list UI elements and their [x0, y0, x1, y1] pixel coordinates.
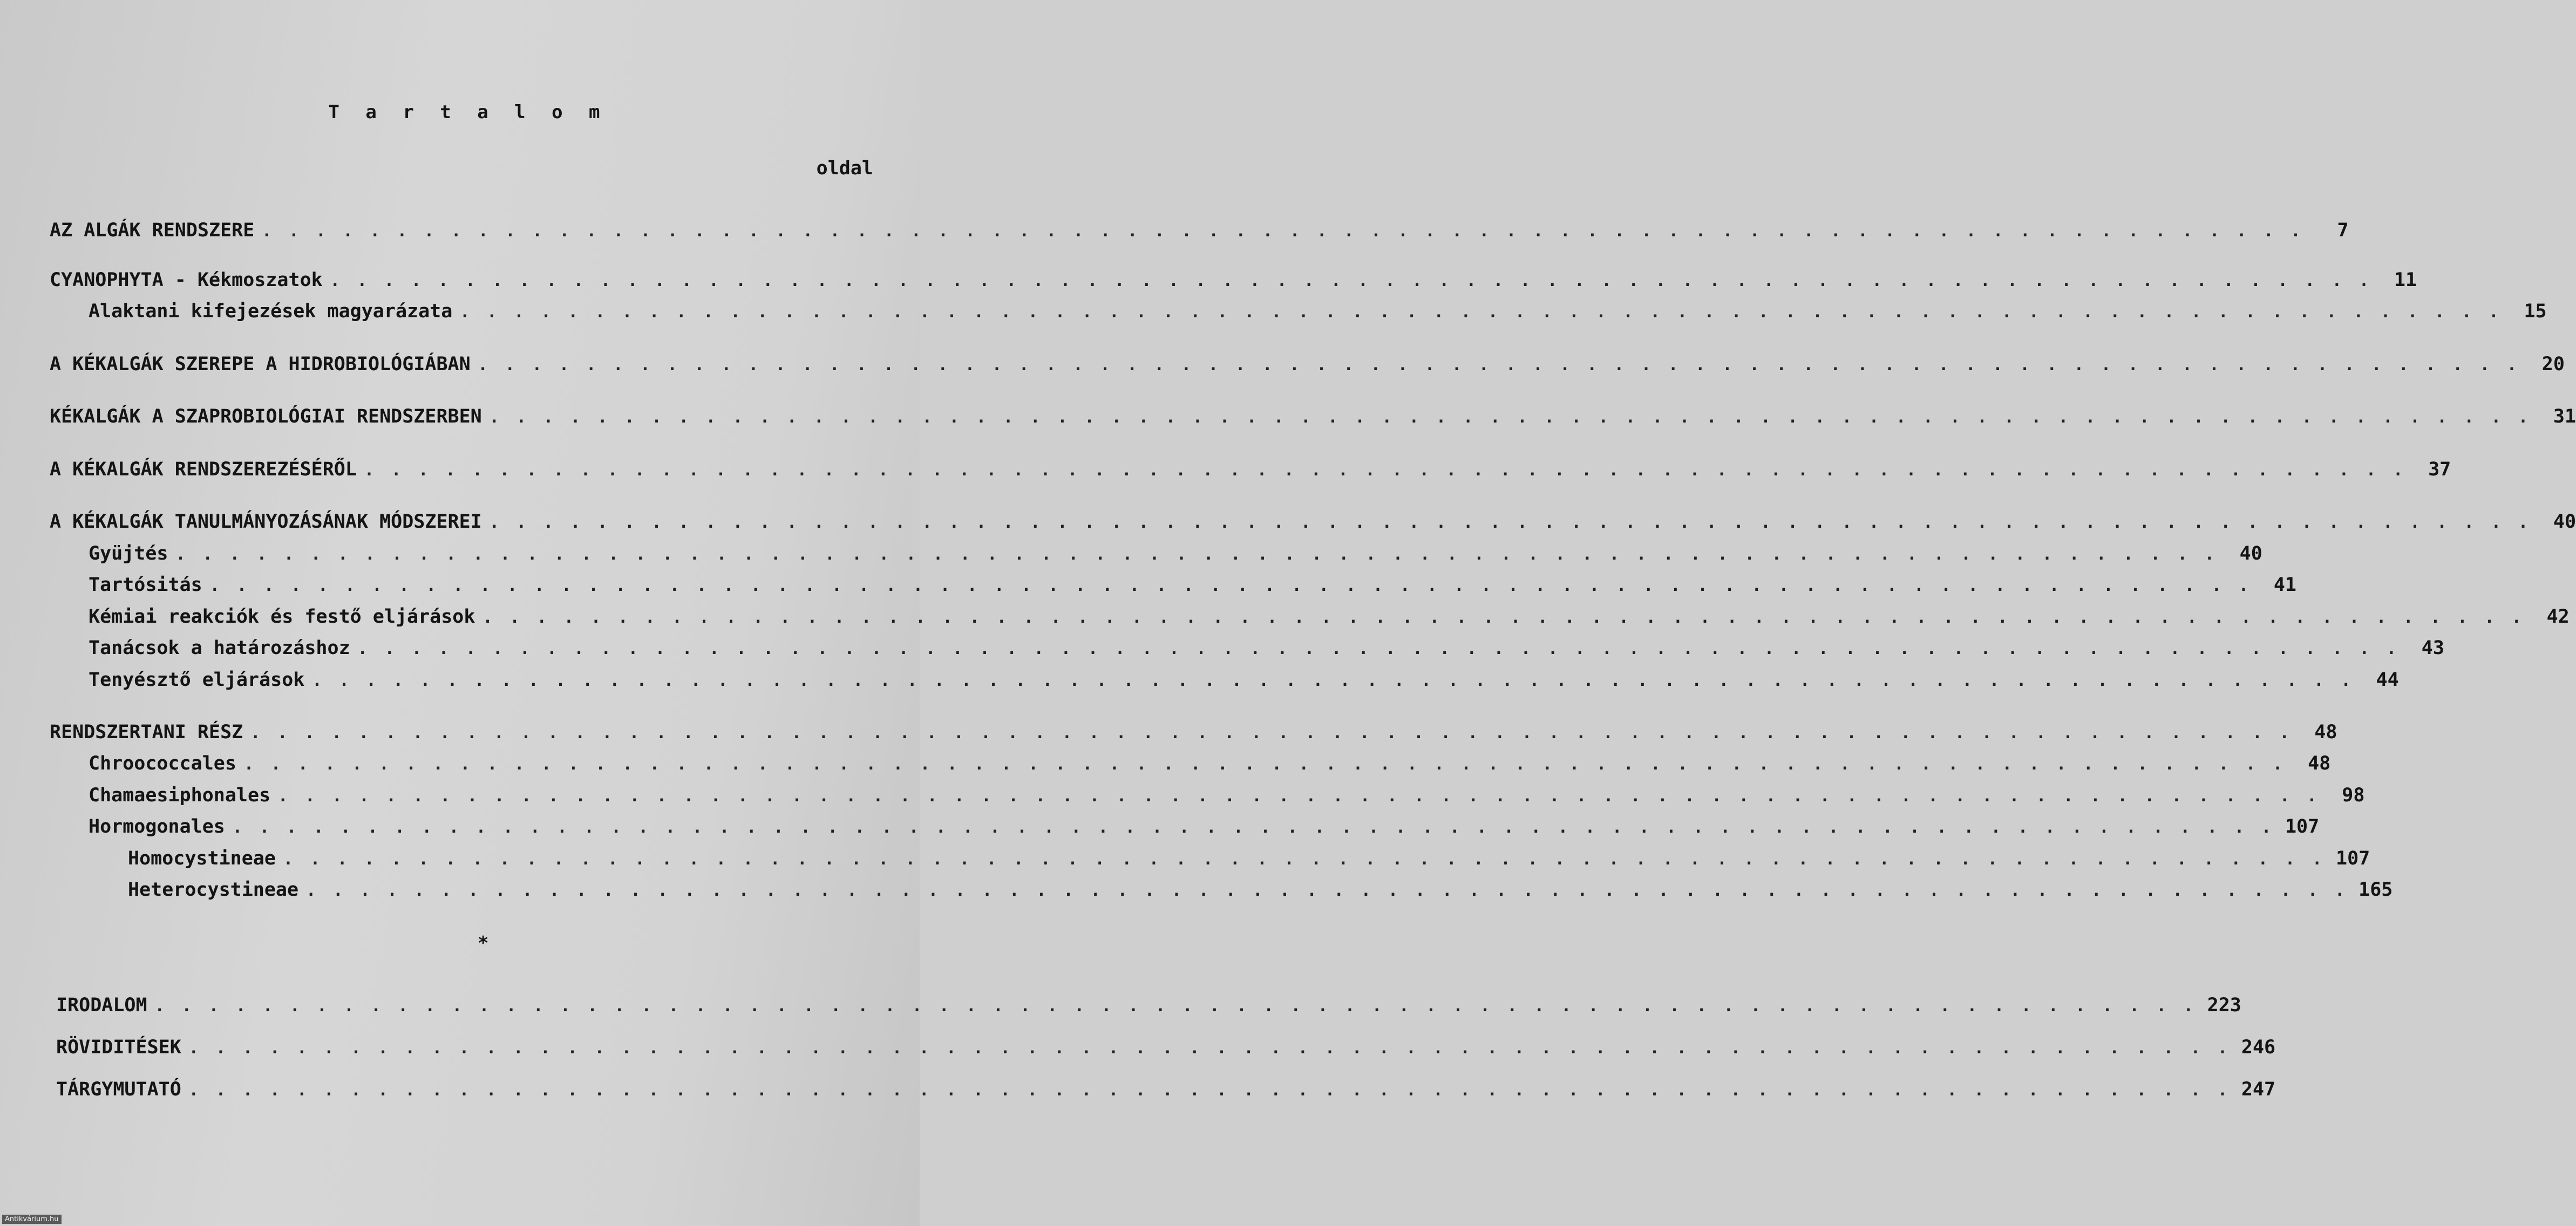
toc-leader-dots: . . . . . . . . . . . . . . . . . . . . . . . . . . . . . . . . . . . . . . . . . . . . . . . . . . . . . . . . . . . . . . . . . . . . . . . . . . . .: [232, 818, 2275, 837]
toc-entry-page: 43: [2421, 637, 2444, 659]
toc-entry-label: Kémiai reakciók és festő eljárások: [89, 606, 475, 628]
toc-entry: [50, 510, 2576, 535]
toc-entry-label: RENDSZERTANI RÉSZ: [50, 721, 243, 743]
toc-entry-page: 40: [2553, 511, 2576, 533]
toc-subentry: [89, 815, 2320, 840]
toc-entry: [56, 1036, 2276, 1060]
toc-entry-page: 247: [2241, 1079, 2276, 1100]
toc-entry-page: 40: [2239, 543, 2262, 564]
toc-subentry: [89, 784, 2365, 808]
toc-subentry: [89, 542, 2262, 567]
toc-entry-label: Tenyésztő eljárások: [89, 669, 305, 691]
toc-entry-label: Gyüjtés: [89, 543, 168, 564]
toc-entry-label: RÖVIDITÉSEK: [56, 1037, 181, 1058]
toc-entry-label: Chroococcales: [89, 753, 236, 774]
toc-subentry: [89, 299, 2547, 324]
toc-entry: [50, 268, 2417, 293]
toc-leader-dots: . . . . . . . . . . . . . . . . . . . . . . . . . . . . . . . . . . . . . . . . . . . . . . . . . . . . . . . . . . . . . . . . . . . . . . . . . . . .: [489, 513, 2532, 532]
toc-entry-page: 107: [2336, 848, 2370, 869]
section-separator-asterisk: *: [478, 932, 489, 954]
toc-entry-page: 31: [2553, 406, 2576, 427]
toc-entry-label: TÁRGYMUTATÓ: [56, 1079, 181, 1100]
toc-leader-dots: . . . . . . . . . . . . . . . . . . . . . . . . . . . . . . . . . . . . . . . . . . . . . . . . . . . . . . . . . . . . . . . . . . . . . . . . . . . .: [306, 881, 2349, 900]
toc-entry-label: AZ ALGÁK RENDSZERE: [50, 220, 255, 241]
toc-leader-dots: . . . . . . . . . . . . . . . . . . . . . . . . . . . . . . . . . . . . . . . . . . . . . . . . . . . . . . . . . . . . . . . . . . . . . . . . . . . .: [243, 755, 2287, 774]
toc-entry-page: 20: [2541, 353, 2565, 375]
toc-subentry: [89, 752, 2331, 777]
toc-entry-label: CYANOPHYTA - Kékmoszatok: [50, 269, 323, 291]
toc-entry-label: A KÉKALGÁK RENDSZEREZÉSÉRŐL: [50, 459, 357, 480]
toc-entry: [56, 993, 2241, 1018]
toc-entry-label: Homocystineae: [128, 848, 276, 869]
toc-leader-dots: . . . . . . . . . . . . . . . . . . . . . . . . . . . . . . . . . . . . . . . . . . . . . . . . . . . . . . . . . . . . . . . . . . . . . . . . . . . .: [330, 271, 2373, 290]
toc-leader-dots: . . . . . . . . . . . . . . . . . . . . . . . . . . . . . . . . . . . . . . . . . . . . . . . . . . . . . . . . . . . . . . . . . . . . . . . . . . . .: [278, 787, 2321, 806]
watermark: Antikvárium.hu: [2, 1215, 62, 1224]
toc-entry-label: Alaktani kifejezések magyarázata: [89, 301, 453, 322]
toc-entry: [50, 458, 2451, 482]
toc-entry-label: A KÉKALGÁK TANULMÁNYOZÁSÁNAK MÓDSZEREI: [50, 511, 482, 533]
page-column-header: oldal: [816, 158, 873, 179]
toc-entry-page: 223: [2207, 995, 2241, 1016]
toc-leader-dots: . . . . . . . . . . . . . . . . . . . . . . . . . . . . . . . . . . . . . . . . . . . . . . . . . . . . . . . . . . . . . . . . . . . . . . . . . . . .: [364, 461, 2407, 480]
toc-entry-label: KÉKALGÁK A SZAPROBIOLÓGIAI RENDSZERBEN: [50, 406, 482, 427]
toc-entry-page: 48: [2308, 753, 2331, 774]
toc-subentry: [89, 668, 2399, 693]
toc-leader-dots: . . . . . . . . . . . . . . . . . . . . . . . . . . . . . . . . . . . . . . . . . . . . . . . . . . . . . . . . . . . . . . . . . . . . . . . . . . . .: [478, 356, 2520, 374]
toc-entry-page: 165: [2358, 879, 2393, 901]
toc-entry-page: 246: [2241, 1037, 2276, 1058]
toc-subentry: [89, 605, 2570, 630]
toc-entry-label: Chamaesiphonales: [89, 785, 271, 806]
toc-entry: [50, 352, 2565, 377]
toc-leader-dots: . . . . . . . . . . . . . . . . . . . . . . . . . . . . . . . . . . . . . . . . . . . . . . . . . . . . . . . . . . . . . . . . . . . . . . . . . . . .: [188, 1039, 2232, 1058]
toc-leader-dots: . . . . . . . . . . . . . . . . . . . . . . . . . . . . . . . . . . . . . . . . . . . . . . . . . . . . . . . . . . . . . . . . . . . . . . . . . . . .: [154, 997, 2197, 1016]
toc-subsubentry: [128, 847, 2370, 871]
toc-entry: [56, 1078, 2276, 1102]
toc-entry-label: A KÉKALGÁK SZEREPE A HIDROBIOLÓGIÁBAN: [50, 353, 471, 375]
toc-leader-dots: . . . . . . . . . . . . . . . . . . . . . . . . . . . . . . . . . . . . . . . . . . . . . . . . . . . . . . . . . . . . . . . . . . . . . . . . . . . .: [357, 639, 2400, 658]
toc-leader-dots: . . . . . . . . . . . . . . . . . . . . . . . . . . . . . . . . . . . . . . . . . . . . . . . . . . . . . . . . . . . . . . . . . . . . . . . . . . . .: [312, 671, 2355, 690]
toc-entry-page: 37: [2428, 459, 2451, 480]
toc-entry-page: 44: [2376, 669, 2399, 691]
toc-leader-dots: . . . . . . . . . . . . . . . . . . . . . . . . . . . . . . . . . . . . . . . . . . . . . . . . . . . . . . . . . . . . . . . . . . . . . . . . . . . .: [283, 850, 2326, 869]
toc-entry-page: 107: [2285, 816, 2320, 837]
toc-entry-page: 11: [2394, 269, 2417, 291]
toc-entry-label: Heterocystineae: [128, 879, 299, 901]
toc-entry-page: 48: [2314, 721, 2337, 743]
toc-leader-dots: . . . . . . . . . . . . . . . . . . . . . . . . . . . . . . . . . . . . . . . . . . . . . . . . . . . . . . . . . . . . . . . . . . . . . . . . . . . .: [460, 303, 2503, 322]
toc-leader-dots: . . . . . . . . . . . . . . . . . . . . . . . . . . . . . . . . . . . . . . . . . . . . . . . . . . . . . . . . . . . . . . . . . . . . . . . . . . . .: [489, 408, 2532, 427]
toc-entry-label: Tartósitás: [89, 574, 202, 596]
toc-leader-dots: . . . . . . . . . . . . . . . . . . . . . . . . . . . . . . . . . . . . . . . . . . . . . . . . . . . . . . . . . . . . . . . . . . . . . . . . . . . .: [188, 1081, 2232, 1100]
toc-entry-page: 41: [2273, 574, 2297, 596]
toc-subentry: [89, 573, 2297, 598]
toc-entry-label: Tanácsok a határozáshoz: [89, 637, 350, 659]
toc-entry-page: 98: [2342, 785, 2365, 806]
toc-leader-dots: . . . . . . . . . . . . . . . . . . . . . . . . . . . . . . . . . . . . . . . . . . . . . . . . . . . . . . . . . . . . . . . . . . . . . . . . . . . .: [250, 724, 2293, 743]
toc-entry-page: 7: [2337, 220, 2349, 241]
toc-entry: [50, 405, 2576, 430]
toc-entry-page: 42: [2546, 606, 2570, 628]
toc-entry: [50, 720, 2337, 745]
toc-entry-label: Hormogonales: [89, 816, 225, 837]
toc-entry-label: IRODALOM: [56, 995, 147, 1016]
toc-leader-dots: . . . . . . . . . . . . . . . . . . . . . . . . . . . . . . . . . . . . . . . . . . . . . . . . . . . . . . . . . . . . . . . . . . . . . . . . . . . .: [209, 576, 2253, 595]
toc-entry-page: 15: [2524, 301, 2547, 322]
toc-leader-dots: . . . . . . . . . . . . . . . . . . . . . . . . . . . . . . . . . . . . . . . . . . . . . . . . . . . . . . . . . . . . . . . . . . . . . . . . . . . .: [482, 608, 2525, 627]
toc-subsubentry: [128, 878, 2393, 903]
toc-entry: [50, 219, 2349, 243]
toc-leader-dots: . . . . . . . . . . . . . . . . . . . . . . . . . . . . . . . . . . . . . . . . . . . . . . . . . . . . . . . . . . . . . . . . . . . . . . . . . . . .: [175, 545, 2218, 564]
toc-subentry: [89, 636, 2444, 661]
toc-leader-dots: . . . . . . . . . . . . . . . . . . . . . . . . . . . . . . . . . . . . . . . . . . . . . . . . . . . . . . . . . . . . . . . . . . . . . . . . . . . .: [262, 222, 2305, 241]
page-title: T a r t a l o m: [328, 101, 608, 123]
